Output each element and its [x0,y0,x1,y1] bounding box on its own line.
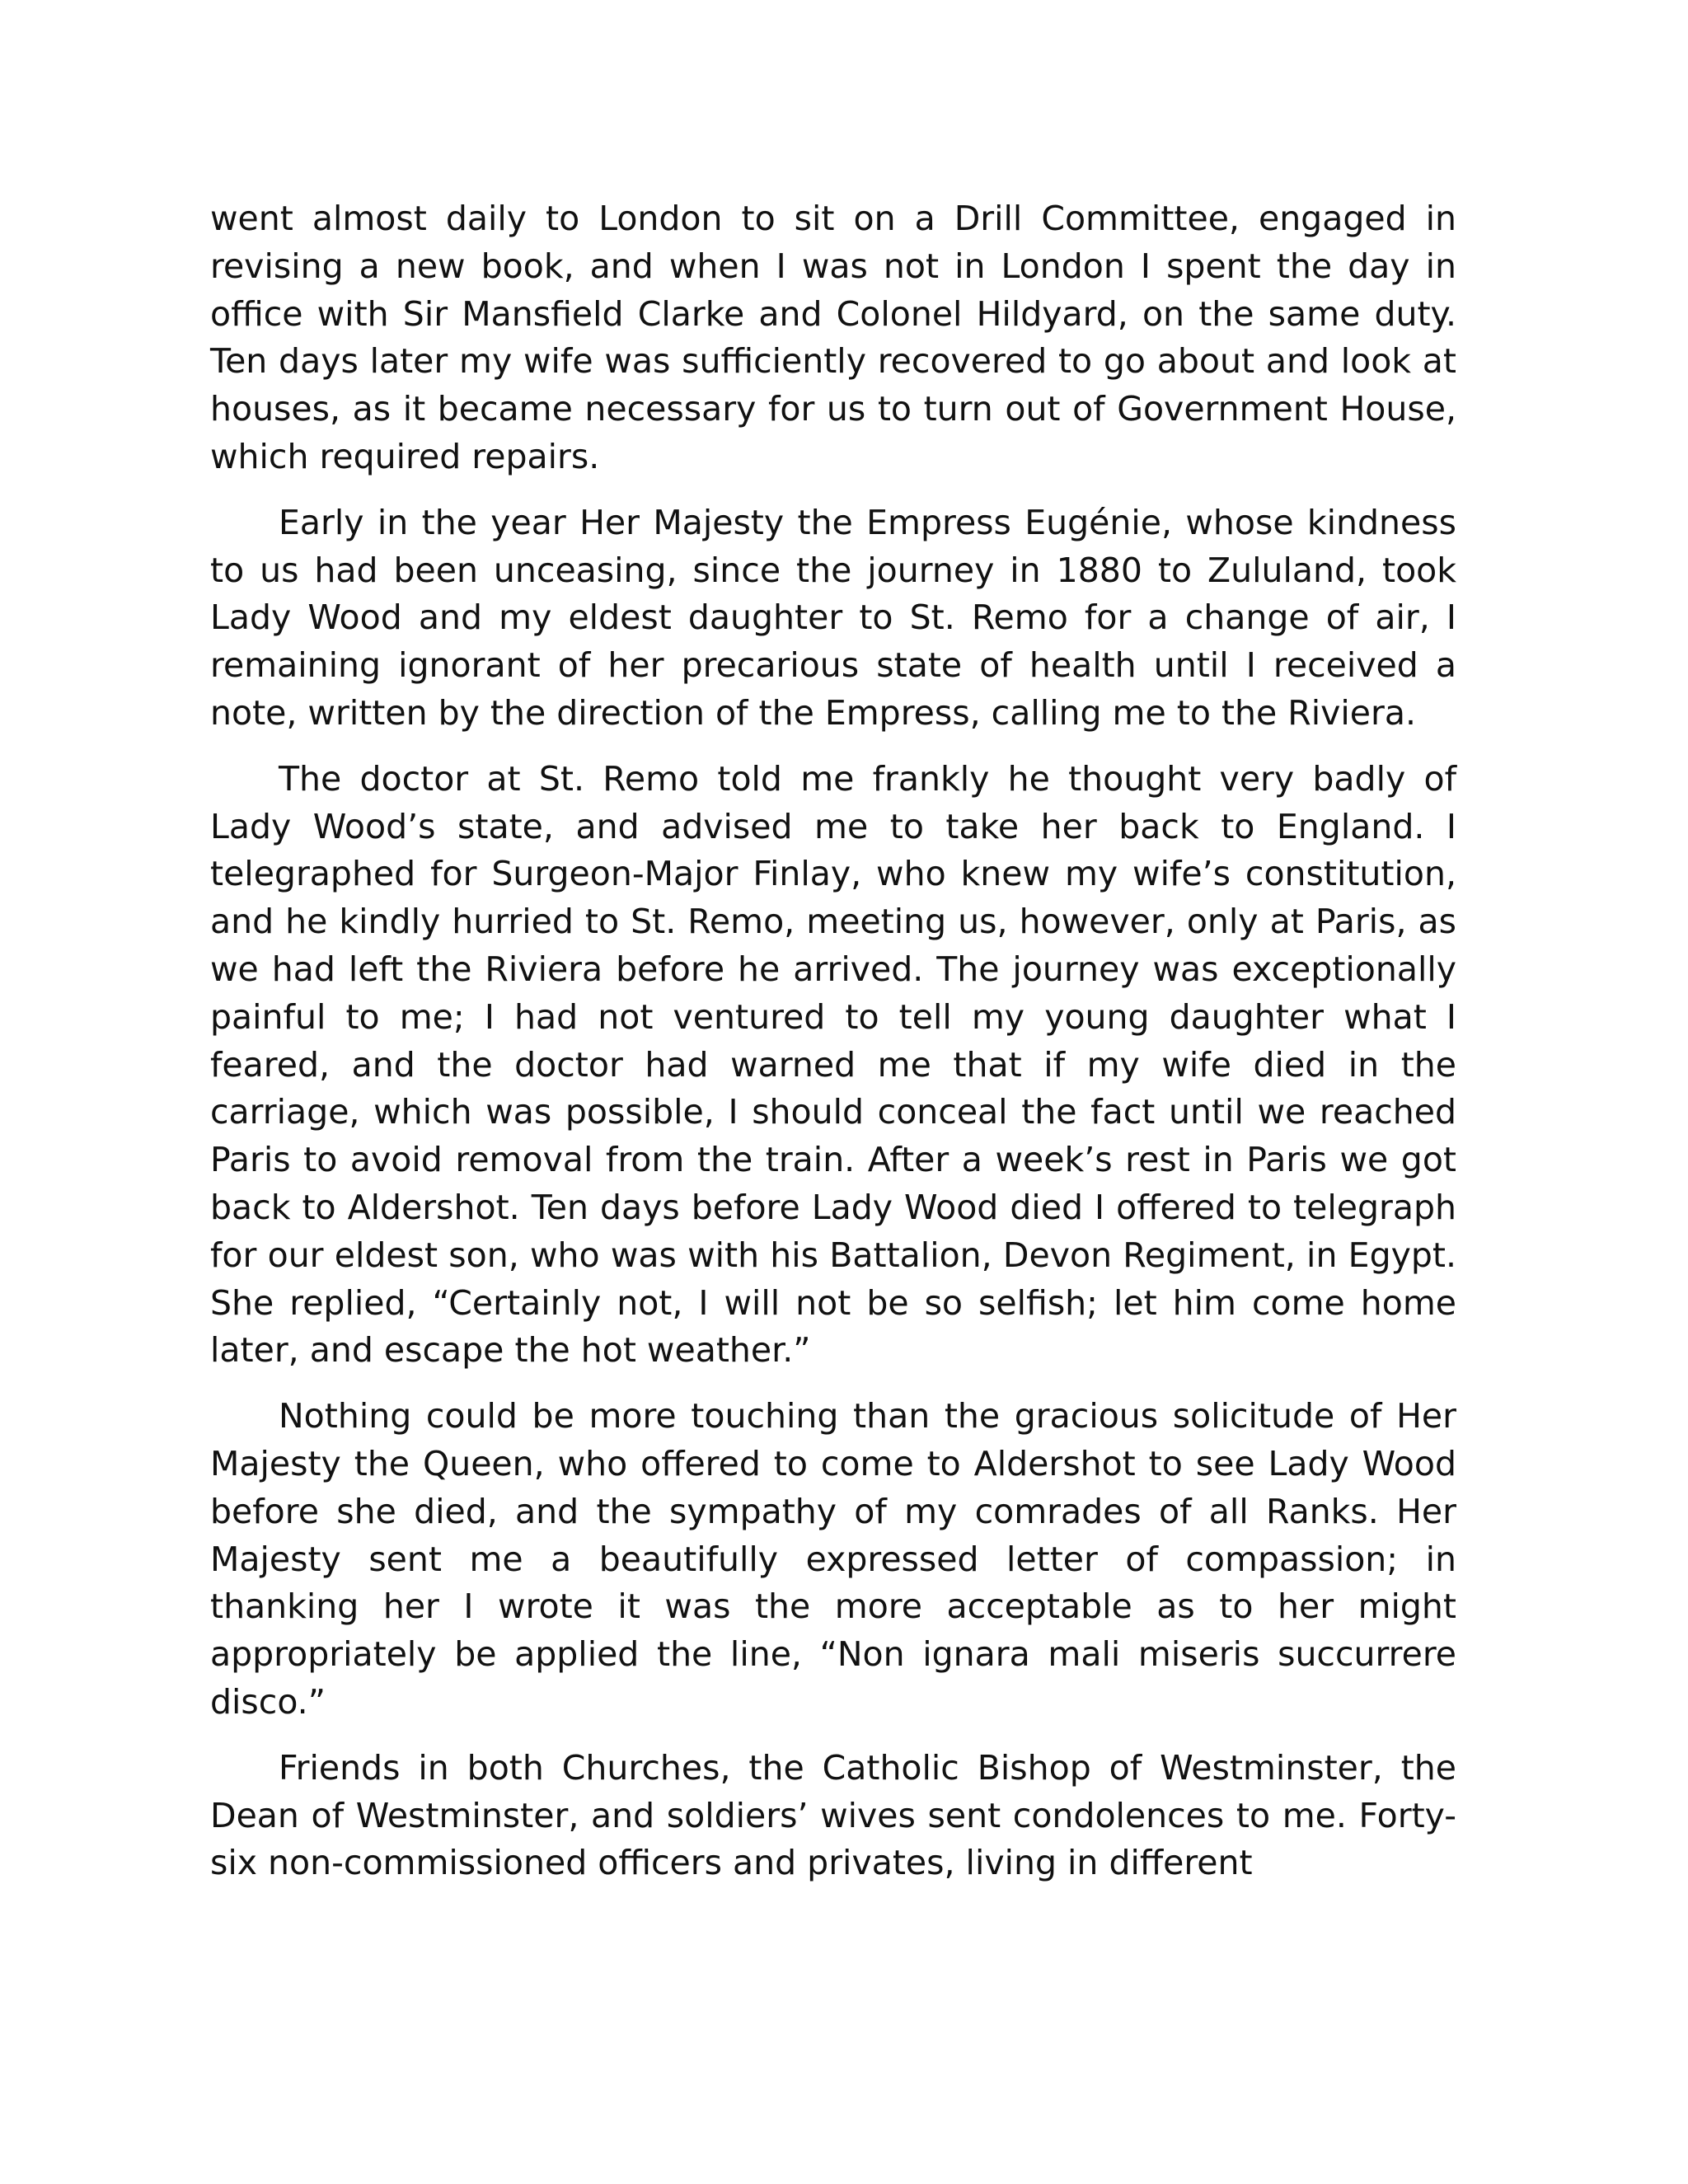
paragraph-doctor-st-remo: The doctor at St. Remo told me frankly he thought very badly of Lady Wood’s state, and advised me to take her back to England. I telegraphed for Surgeon-Major Finlay, who knew my wife’s constitution, and he kindly hurried to St. Remo, meeting us, however, only at Paris, as we had left the Riviera before he arrived. The journey was exceptionally painful to me; I had not ventured to tell my young daughter what I feared, and the doctor had warned me that if my wife died in the carriage, which was possible, I should conceal the fact until we reached Paris to avoid removal from the train. After a week’s rest in Paris we got back to Aldershot. Ten days before Lady Wood died I offered to telegraph for our eldest son, who was with his Battalion, Devon Regiment, in Egypt. She replied, “Certainly not, I will not be so selfish; let him come home later, and escape the hot weather.” [210,758,1456,1371]
paragraph-continued: went almost daily to London to sit on a Drill Committee, engaged in revising a new book, and when I was not in London I spent the day in office with Sir Mansfield Clarke and Colonel Hildyard, on the same duty. Ten days later my wife was sufficiently recovered to go about and look at houses, as it became necessary for us to turn out of Government House, which required repairs. [210,199,1456,476]
paragraph-friends-condolences: Friends in both Churches, the Catholic Bishop of Westminster, the Dean of Westminster, and soldiers’ wives sent condolences to me. Forty-six non-commissioned officers and privates, living in different [210,1747,1456,1883]
body-text [210,195,1456,1905]
paragraph-queen-solicitude: Nothing could be more touching than the gracious solicitude of Her Majesty the Queen, who offered to come to Aldershot to see Lady Wood before she died, and the sympathy of my comrades of all Ranks. Her Majesty sent me a beautifully expressed letter of compassion; in thanking her I wrote it was the more acceptable as to her might appropriately be applied the line, “Non ignara mali miseris succurrere disco.” [210,1396,1456,1722]
paragraph-empress-eugenie: Early in the year Her Majesty the Empress Eugénie, whose kindness to us had been unceasing, since the journey in 1880 to Zululand, took Lady Wood and my eldest daughter to St. Remo for a change of air, I remaining ignorant of her precarious state of health until I received a note, written by the direction of the Empress, calling me to the Riviera. [210,502,1456,733]
